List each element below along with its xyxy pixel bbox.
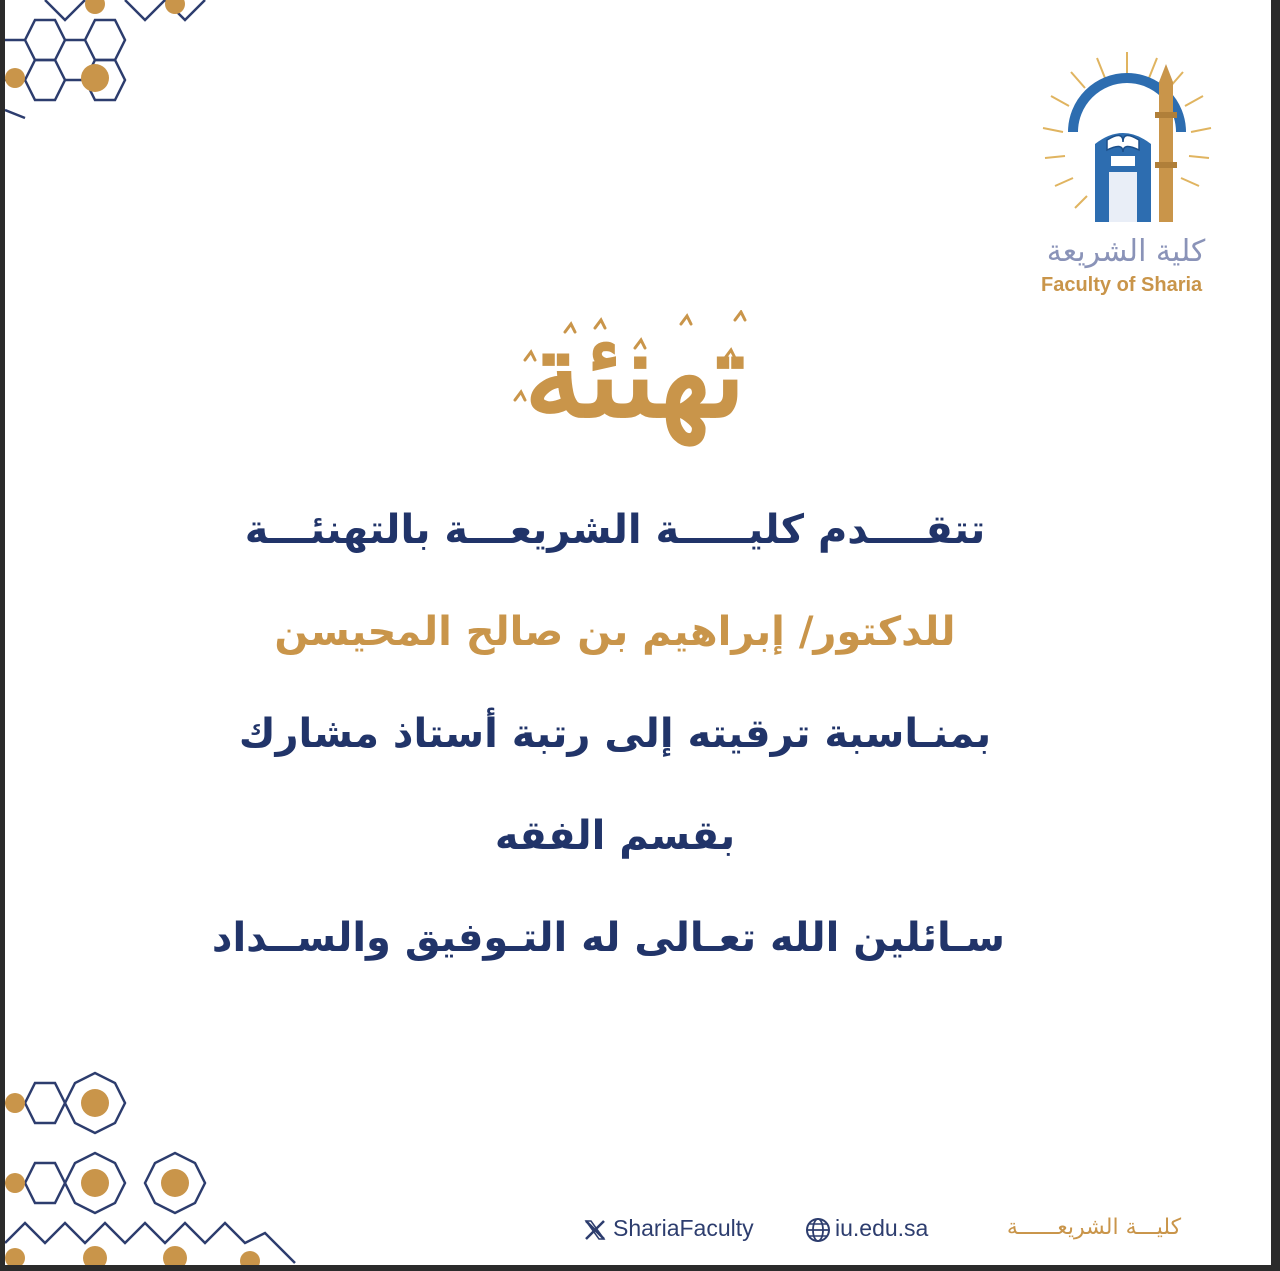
message-line-3: بمنـاسبة ترقيته إلى رتبة أستاذ مشارك [238, 711, 992, 757]
faculty-logo [1037, 52, 1217, 300]
university-emblem-icon [1037, 52, 1217, 232]
footer-website[interactable] [805, 1208, 928, 1248]
x-logo-icon [583, 1218, 607, 1242]
islamic-pattern-top [5, 0, 225, 120]
message-line-1: تتقــــدم كليـــــة الشريعـــة بالتهنئـــة [244, 507, 986, 553]
logo-english-name: Faculty of Sharia [1041, 274, 1203, 296]
footer-faculty-name: كليـــة الشريعــــــة [1006, 1215, 1182, 1240]
footer-x-handle[interactable] [583, 1208, 754, 1248]
globe-icon [805, 1217, 831, 1243]
x-handle-text: ShariaFaculty [613, 1215, 754, 1241]
closing-line: سـائلين الله تعـالى له التـوفيق والســداد [211, 915, 1005, 961]
congratulation-card [5, 0, 1271, 1265]
logo-arabic-name: كلية الشريعة [1046, 234, 1206, 269]
recipient-name: للدكتور/ إبراهيم بن صالح المحيسن [274, 609, 956, 655]
islamic-pattern-bottom [5, 1063, 305, 1265]
department-line: بقسم الفقه [494, 813, 736, 859]
congratulation-heading: تهنئة [524, 305, 746, 444]
website-text: iu.edu.sa [835, 1215, 929, 1241]
